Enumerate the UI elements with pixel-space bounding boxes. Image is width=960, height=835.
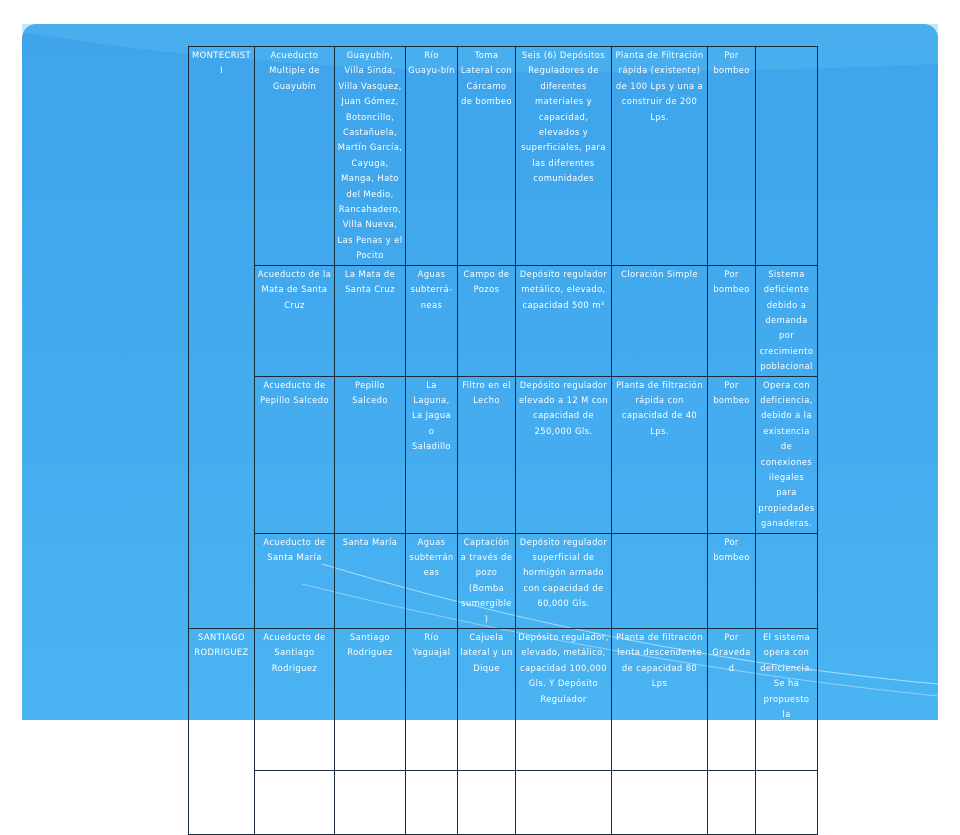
comunidades-cell: Pepillo Salcedo <box>335 376 406 533</box>
distribucion-cell: Por bombeo <box>708 376 756 533</box>
province-cell: MONTECRISTI <box>189 47 255 629</box>
almacenamiento-cell: Depósito regulador superficial, capacidad 150 M³. <box>516 770 612 835</box>
observaciones-cell: El sistema opera con deficiencia. Se ha propuesto la rehabilitación y ampliación <box>756 629 818 771</box>
table-row <box>189 533 818 628</box>
comunidades-cell: Santiago Rodriguez <box>335 629 406 771</box>
distribucion-cell: Por Gravedad <box>708 629 756 771</box>
comunidades-cell: Guayubín, Villa Sinda, Villa Vasquez, Juan Gómez, Botoncillo, Castañuela, Martín García, Cayuga, Manga, Hato del Medio, Rancahadero, Villa Nueva, Las Penas y el Pocito <box>335 47 406 266</box>
almacenamiento-cell: Depósito regulador metálico, elevado, capacidad 500 m³ <box>516 265 612 376</box>
distribucion-cell: Por bombeo <box>708 533 756 628</box>
distribucion-cell: Por bombeo <box>708 47 756 266</box>
water-systems-table <box>188 46 818 835</box>
observaciones-cell <box>756 47 818 266</box>
observaciones-cell: Sistema deficiente debido a demanda por crecimiento poblacional <box>756 265 818 376</box>
acueducto-cell: Acueducto de Santiago Rodriguez <box>255 629 335 771</box>
captacion-cell: Captación a través de pozo (Bomba sumergible) <box>458 533 516 628</box>
acueducto-cell: Acueducto de Santa María <box>255 533 335 628</box>
tratamiento-cell <box>612 533 708 628</box>
fuente-cell: La Laguna, La Jagua o Saladillo <box>406 376 458 533</box>
fuente-cell: Río Yaguajal <box>406 629 458 771</box>
comunidades-cell: Santa María <box>335 533 406 628</box>
comunidades-cell: Arroyo Blanco-El Guanal <box>335 770 406 835</box>
captacion-cell: Filtro en el Lecho <box>458 376 516 533</box>
comunidades-cell: La Mata de Santa Cruz <box>335 265 406 376</box>
table-row <box>189 265 818 376</box>
fuente-cell: Aguas subterrá-neas <box>406 265 458 376</box>
acueducto-cell: Acueducto de la Mata de Santa Cruz <box>255 265 335 376</box>
slide-background <box>22 24 938 830</box>
observaciones-cell <box>756 533 818 628</box>
captacion-cell: Toma Leteral <box>458 770 516 835</box>
table-row <box>189 629 818 771</box>
almacenamiento-cell: Depósito regulador, elevado, metálico, capacidad 100,000 Gls. Y Depósito Regulador <box>516 629 612 771</box>
fuente-cell: Aguas subterrán eas <box>406 533 458 628</box>
table-row <box>189 47 818 266</box>
tratamiento-cell: Planta de filtración lenta descendente de capacidad 80 Lps <box>612 629 708 771</box>
fuente-cell: Río Guayu-bín <box>406 47 458 266</box>
table-row <box>189 376 818 533</box>
acueducto-cell: Acueducto Multiple de Guayubín <box>255 47 335 266</box>
captacion-cell: Campo de Pozos <box>458 265 516 376</box>
tratamiento-cell: Planta de filtración lenta, capacidad 8.8 Lps <box>612 770 708 835</box>
fuente-cell: Río Guayubín <box>406 770 458 835</box>
tratamiento-cell: Planta de Filtración rápida (existente) de 100 Lps y una a construir de 200 Lps. <box>612 47 708 266</box>
almacenamiento-cell: Seis (6) Depósitos Reguladores de diferentes materiales y capacidad, elevados y superficiales, para las diferentes comunidades <box>516 47 612 266</box>
almacenamiento-cell: Depósito regulador elevado a 12 M con capacidad de 250,000 Gls. <box>516 376 612 533</box>
observaciones-cell <box>756 770 818 835</box>
acueducto-cell: Acueducto de Pepillo Salcedo <box>255 376 335 533</box>
province-cell: SANTIAGO RODRIGUEZ <box>189 629 255 835</box>
observaciones-cell: Opera con deficiencia, debido a la existencia de conexiones ilegales para propiedades ganaderas. <box>756 376 818 533</box>
tratamiento-cell: Cloración Simple <box>612 265 708 376</box>
tratamiento-cell: Planta de filtración rápida con capacidad de 40 Lps. <box>612 376 708 533</box>
table-row <box>189 770 818 835</box>
distribucion-cell: Por bombeo <box>708 770 756 835</box>
distribucion-cell: Por bombeo <box>708 265 756 376</box>
captacion-cell: Toma Lateral con Cárcamo de bombeo <box>458 47 516 266</box>
acueducto-cell: Acueducto Múltiple de Arroyo Blanco-El Guanal <box>255 770 335 835</box>
almacenamiento-cell: Depósito regulador superficial de hormigón armado con capacidad de 60,000 Gls. <box>516 533 612 628</box>
captacion-cell: Cajuela lateral y un Dique <box>458 629 516 771</box>
